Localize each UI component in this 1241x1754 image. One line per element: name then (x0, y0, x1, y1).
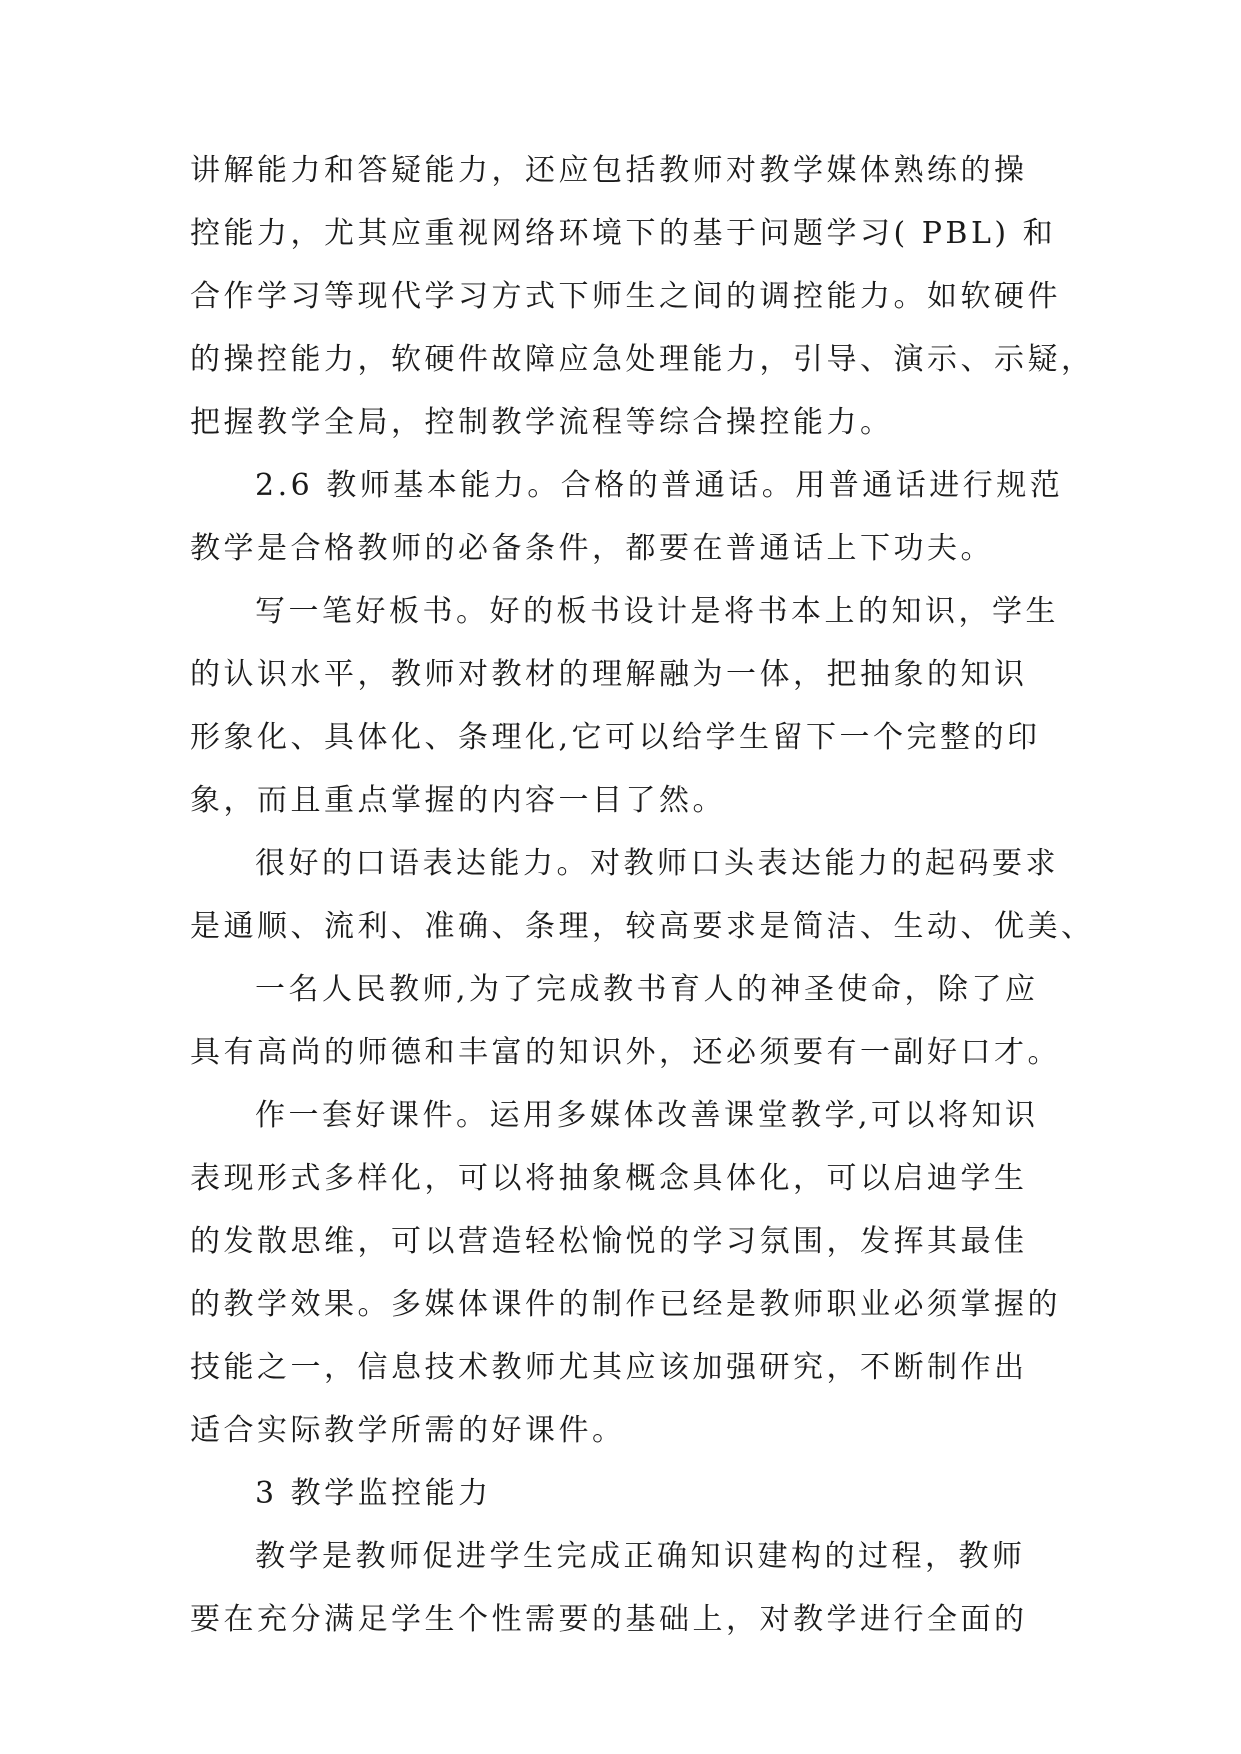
paragraph-start-line: 写一笔好板书。好的板书设计是将书本上的知识，学生 (255, 594, 1059, 629)
paragraph-start-line: 教学是教师促进学生完成正确知识建构的过程，教师 (255, 1539, 1026, 1574)
text-line: 是通顺、流利、准确、条理，较高要求是简洁、生动、优美、 (190, 909, 1095, 944)
text-line: 控能力，尤其应重视网络环境下的基于问题学习( PBL) 和 (190, 216, 1057, 251)
text-line: 把握教学全局，控制教学流程等综合操控能力。 (190, 405, 894, 440)
paragraph-start-line: 一名人民教师,为了完成教书育人的神圣使命，除了应 (255, 972, 1039, 1007)
text-line: 的认识水平，教师对教材的理解融为一体，把抽象的知识 (190, 657, 1028, 692)
text-line: 表现形式多样化，可以将抽象概念具体化，可以启迪学生 (190, 1161, 1028, 1196)
paragraph-start-line: 很好的口语表达能力。对教师口头表达能力的起码要求 (255, 846, 1059, 881)
text-line: 象，而且重点掌握的内容一目了然。 (190, 783, 726, 818)
text-line: 教学是合格教师的必备条件，都要在普通话上下功夫。 (190, 531, 994, 566)
paragraph-start-line: 作一套好课件。运用多媒体改善课堂教学,可以将知识 (255, 1098, 1039, 1133)
text-line: 具有高尚的师德和丰富的知识外，还必须要有一副好口才。 (190, 1035, 1061, 1070)
text-line: 讲解能力和答疑能力，还应包括教师对教学媒体熟练的操 (190, 153, 1028, 188)
text-line: 的教学效果。多媒体课件的制作已经是教师职业必须掌握的 (190, 1287, 1061, 1322)
section-heading-line: 2.6 教师基本能力。合格的普通话。用普通话进行规范 (255, 468, 1064, 503)
text-line: 形象化、具体化、条理化,它可以给学生留下一个完整的印 (190, 720, 1041, 755)
text-line: 适合实际教学所需的好课件。 (190, 1413, 626, 1448)
text-line: 技能之一，信息技术教师尤其应该加强研究，不断制作出 (190, 1350, 1028, 1385)
section-heading-line: 3 教学监控能力 (255, 1476, 492, 1511)
text-line: 要在充分满足学生个性需要的基础上，对教学进行全面的 (190, 1602, 1028, 1637)
text-line: 的发散思维，可以营造轻松愉悦的学习氛围，发挥其最佳 (190, 1224, 1028, 1259)
text-line: 的操控能力，软硬件故障应急处理能力，引导、演示、示疑， (190, 342, 1095, 377)
text-line: 合作学习等现代学习方式下师生之间的调控能力。如软硬件 (190, 279, 1061, 314)
